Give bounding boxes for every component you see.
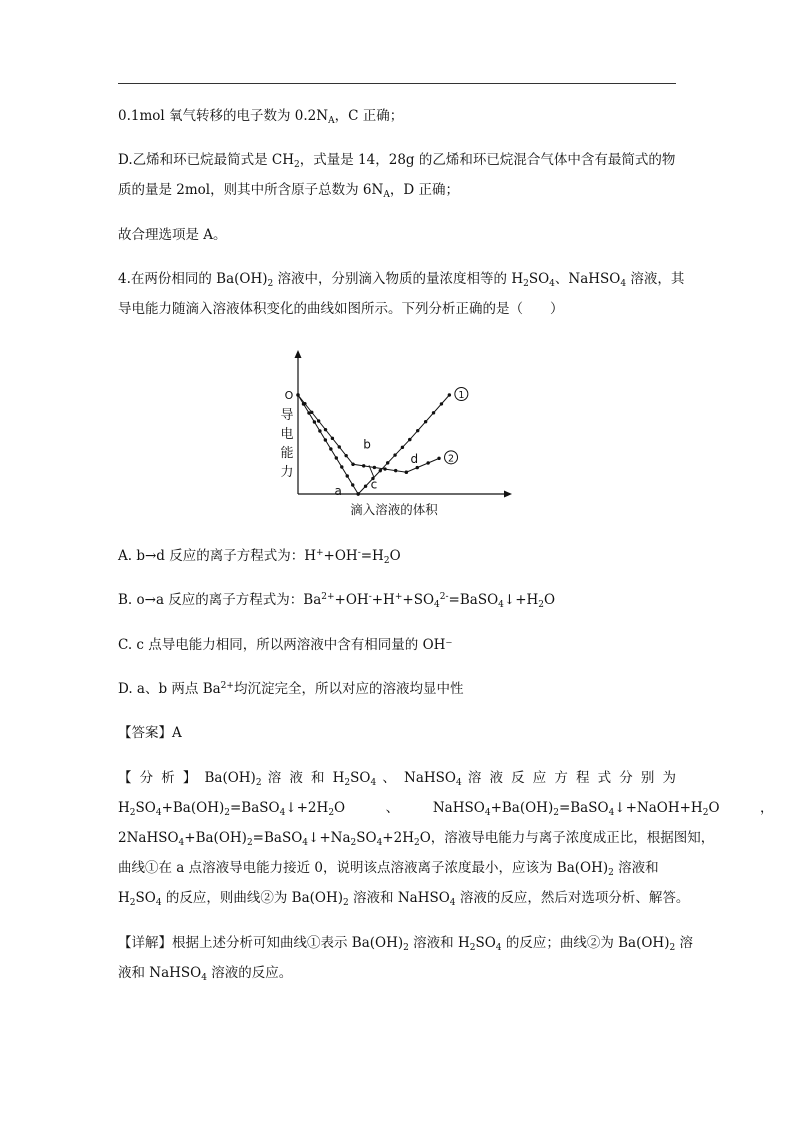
series-point [416, 429, 419, 432]
series-point [437, 457, 440, 460]
series-point [424, 420, 427, 423]
analysis-line: 【 分 析 】 $Ba(OH)_2$ 溶 液 和 $H_2SO_4$ 、 NaHSO$_4$ 溶 液 反 应 方 程 式 分 别 为 [118, 770, 676, 788]
option-b: B. o→a 反应的离子方程式为：$Ba^{2+}+OH^-+H^++SO_4^{2-}=BaSO_4↓+H_2O$ [118, 592, 556, 610]
series-label: 1 [458, 390, 465, 401]
series-point [303, 402, 306, 405]
detail-line: 液和 NaHSO$_4$ 溶液的反应。 [118, 965, 293, 983]
series-point [340, 465, 343, 468]
series-point [324, 438, 327, 441]
text-line: 质的量是 2mol，则其中所含原子总数为 $6N_A$，D 正确； [118, 182, 459, 200]
point-label-c: c [370, 477, 378, 492]
series-point [373, 466, 376, 469]
y-axis-label: 电 [280, 427, 294, 442]
text-line: 0.1mol 氧气转移的电子数为 $0.2N_A$，C 正确； [118, 108, 404, 126]
series-point [364, 485, 367, 488]
series-point [313, 420, 316, 423]
header-rule [118, 83, 676, 84]
series-point [405, 471, 408, 474]
y-axis-label: 力 [280, 465, 294, 480]
question-stem: 4.在两份相同的 $Ba(OH)_2$ 溶液中，分别滴入物质的量浓度相等的 $H_2SO_4$、NaHSO$_4$ 溶液，其 [118, 271, 685, 289]
series-point [318, 429, 321, 432]
series-point [344, 454, 347, 457]
series-point [329, 447, 332, 450]
series-point [393, 453, 396, 456]
series-point [416, 466, 419, 469]
detail-line: 【详解】根据上述分析可知曲线①表示 $Ba(OH)_2$ 溶液和 $H_2SO_4$ 的反应；曲线②为 $Ba(OH)_2$ 溶 [118, 935, 693, 953]
conductivity-chart [276, 349, 516, 521]
text-line: D.乙烯和环已烷最简式是 $CH_2$，式量是 14，28g 的乙烯和环已烷混合气体中含有最简式的物 [118, 152, 676, 170]
y-axis-label: 导 [280, 408, 294, 423]
series-point [394, 469, 397, 472]
series-point [331, 437, 334, 440]
series-point [383, 467, 386, 470]
x-axis-label: 滴入溶液的体积 [350, 502, 438, 517]
question-stem-cont: 导电能力随滴入溶液体积变化的曲线如图所示。下列分析正确的是（ ） [118, 301, 564, 317]
option-c: C. c 点导电能力相同，所以两溶液中含有相同量的 OH⁻ [118, 637, 453, 653]
answer-line: 【答案】A [118, 725, 182, 741]
point-label-a: a [334, 484, 342, 498]
series-point [426, 461, 429, 464]
series-point [346, 474, 349, 477]
series-point [296, 393, 299, 396]
x-axis-arrow [504, 491, 512, 498]
conclusion-line: 故合理选项是 A。 [118, 227, 227, 243]
option-d: D. a、b 两点 $Ba^{2+}$均沉淀完全，所以对应的溶液均显中性 [118, 681, 464, 697]
analysis-line: $H_2SO_4+Ba(OH)_2=BaSO_4↓+2H_2O$ 、 $NaHSO_4+Ba(OH)_2=BaSO_4↓+NaOH+H_2O$ ， [118, 800, 774, 818]
analysis-line: 曲线①在 a 点溶液导电能力接近 0，说明该点溶液离子浓度最小，应该为 $Ba(OH)_2$ 溶液和 [118, 860, 659, 878]
series-point [386, 461, 389, 464]
series-point [401, 446, 404, 449]
series-point [310, 411, 313, 414]
series-point [357, 492, 360, 495]
series-point [448, 393, 451, 396]
series-point [379, 469, 382, 472]
series-point [362, 464, 365, 467]
point-label-d: d [410, 452, 419, 467]
series-point [335, 456, 338, 459]
series-point [440, 402, 443, 405]
series-point [432, 411, 435, 414]
analysis-line: $2NaHSO_4+Ba(OH)_2=BaSO_4↓+Na_2SO_4+2H_2O$，溶液导电能力与离子浓度成正比，根据图知， [118, 830, 715, 848]
chart-svg [276, 349, 516, 521]
series-point [351, 483, 354, 486]
series-point [317, 419, 320, 422]
series-point [408, 438, 411, 441]
series-point [307, 411, 310, 414]
point-label-b: b [363, 437, 371, 452]
analysis-line: $H_2SO_4$ 的反应，则曲线②为 $Ba(OH)_2$ 溶液和 NaHSO$_4$ 溶液的反应，然后对选项分析、解答。 [118, 890, 690, 908]
origin-label: O [284, 389, 294, 402]
series-point [324, 428, 327, 431]
series-point [351, 463, 354, 466]
option-a: A. b→d 反应的离子方程式为：$H^++OH^-=H_2O$ [118, 548, 401, 566]
series-point [338, 445, 341, 448]
series-label: 2 [448, 453, 455, 465]
y-axis-arrow [295, 350, 302, 358]
y-axis-label: 能 [280, 446, 294, 461]
